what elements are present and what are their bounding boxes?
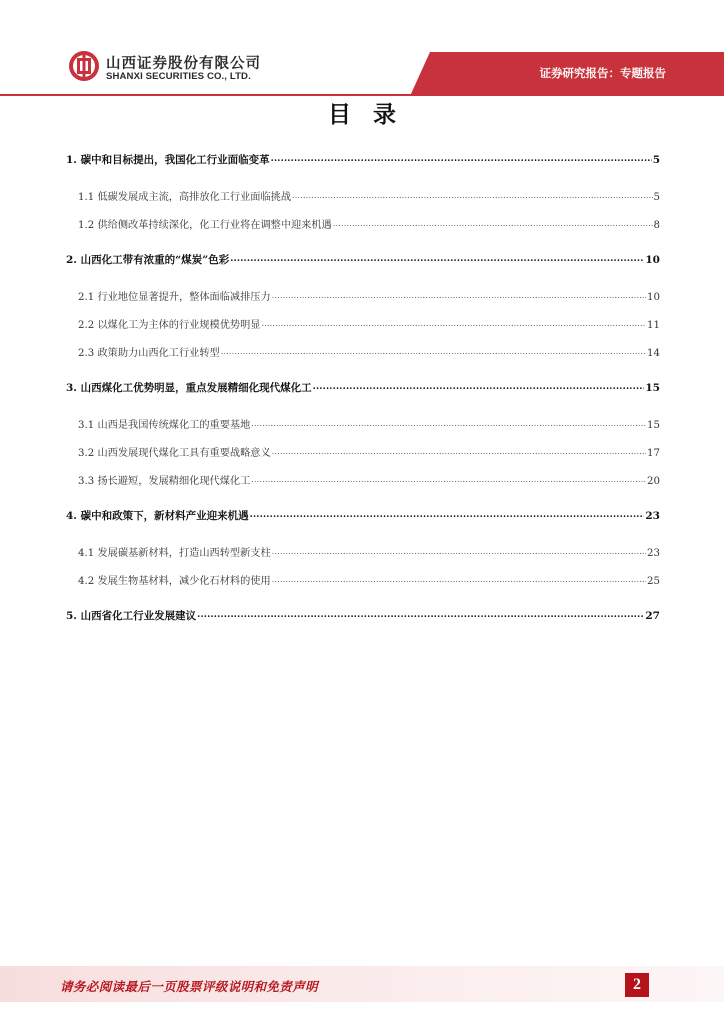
toc-dot-leader [333,219,653,228]
toc-page-number: 8 [653,220,660,231]
toc-entry-label: 3.2 山西发展现代煤化工具有重要战略意义 [78,448,271,459]
page-header [0,0,724,96]
toc-page-number: 23 [647,548,660,559]
toc-dot-leader [261,319,646,328]
toc-page-number: 27 [645,610,660,622]
toc-dot-leader [251,419,646,428]
toc-page-number: 15 [647,420,660,431]
toc-dot-leader [251,475,646,484]
toc-section-entry[interactable] [78,472,660,490]
toc-entry-label: 3.1 山西是我国传统煤化工的重要基地 [78,420,251,431]
toc-entry-label: 3. 山西煤化工优势明显，重点发展精细化现代煤化工 [66,382,312,394]
toc-page-number: 14 [647,348,660,359]
toc-dot-leader [272,547,646,556]
toc-chapter-entry[interactable] [66,380,660,398]
toc-entry-label: 2.2 以煤化工为主体的行业规模优势明显 [78,320,261,331]
toc-page-number: 10 [645,254,660,266]
toc-section-entry[interactable] [78,444,660,462]
toc-chapter-entry[interactable] [66,152,660,170]
toc-dot-leader [221,347,646,356]
page-footer [0,966,724,1004]
toc-page-number: 25 [647,576,660,587]
disclaimer-text: 请务必阅读最后一页股票评级说明和免责声明 [60,979,319,994]
toc-dot-leader [292,191,653,200]
toc-chapter-entry[interactable] [66,508,660,526]
company-name-cn: 山西证券股份有限公司 [106,56,261,72]
toc-dot-leader [197,610,644,620]
toc-section-entry[interactable] [78,416,660,434]
toc-page-number: 17 [647,448,660,459]
toc-section-entry[interactable] [78,216,660,234]
toc-page-number: 15 [645,382,660,394]
toc-section-entry[interactable] [78,188,660,206]
company-name-en: SHANXI SECURITIES CO., LTD. [106,71,251,82]
toc-entry-label: 3.3 扬长避短，发展精细化现代煤化工 [78,476,251,487]
toc-page-number: 5 [653,192,660,203]
toc-page-number: 23 [645,510,660,522]
toc-dot-leader [272,447,646,456]
toc-entry-label: 2. 山西化工带有浓重的“煤炭”色彩 [66,254,230,266]
toc-entry-label: 4. 碳中和政策下，新材料产业迎来机遇 [66,510,249,522]
toc-section-entry[interactable] [78,544,660,562]
toc-chapter-entry[interactable] [66,608,660,626]
toc-entry-label: 2.3 政策助力山西化工行业转型 [78,348,220,359]
toc-chapter-entry[interactable] [66,252,660,270]
toc-page-number: 20 [647,476,660,487]
toc-entry-label: 5. 山西省化工行业发展建议 [66,610,197,622]
toc-entry-label: 4.1 发展碳基新材料，打造山西转型新支柱 [78,548,271,559]
toc-dot-leader [250,510,645,520]
toc-entry-label: 1.2 供给侧改革持续深化，化工行业将在调整中迎来机遇 [78,220,332,231]
toc-entry-label: 4.2 发展生物基材料，减少化石材料的使用 [78,576,271,587]
toc-entry-label: 1. 碳中和目标提出，我国化工行业面临变革 [66,154,270,166]
page-number: 2 [625,973,649,997]
toc-page-number: 5 [652,154,660,166]
toc-section-entry[interactable] [78,316,660,334]
toc-dot-leader [271,154,652,164]
toc-section-entry[interactable] [78,288,660,306]
toc-page-number: 10 [647,292,660,303]
toc-dot-leader [313,382,645,392]
toc-section-entry[interactable] [78,344,660,362]
shanxi-securities-logo-icon [68,50,100,82]
toc-dot-leader [230,254,644,264]
report-type-label: 证券研究报告：专题报告 [539,66,666,80]
toc-dot-leader [272,291,646,300]
toc-dot-leader [272,575,646,584]
toc-entry-label: 2.1 行业地位显著提升，整体面临减排压力 [78,292,271,303]
toc-entry-label: 1.1 低碳发展成主流，高排放化工行业面临挑战 [78,192,292,203]
toc-section-entry[interactable] [78,572,660,590]
page-title: 目录 [328,102,418,128]
toc-page-number: 11 [647,320,660,331]
